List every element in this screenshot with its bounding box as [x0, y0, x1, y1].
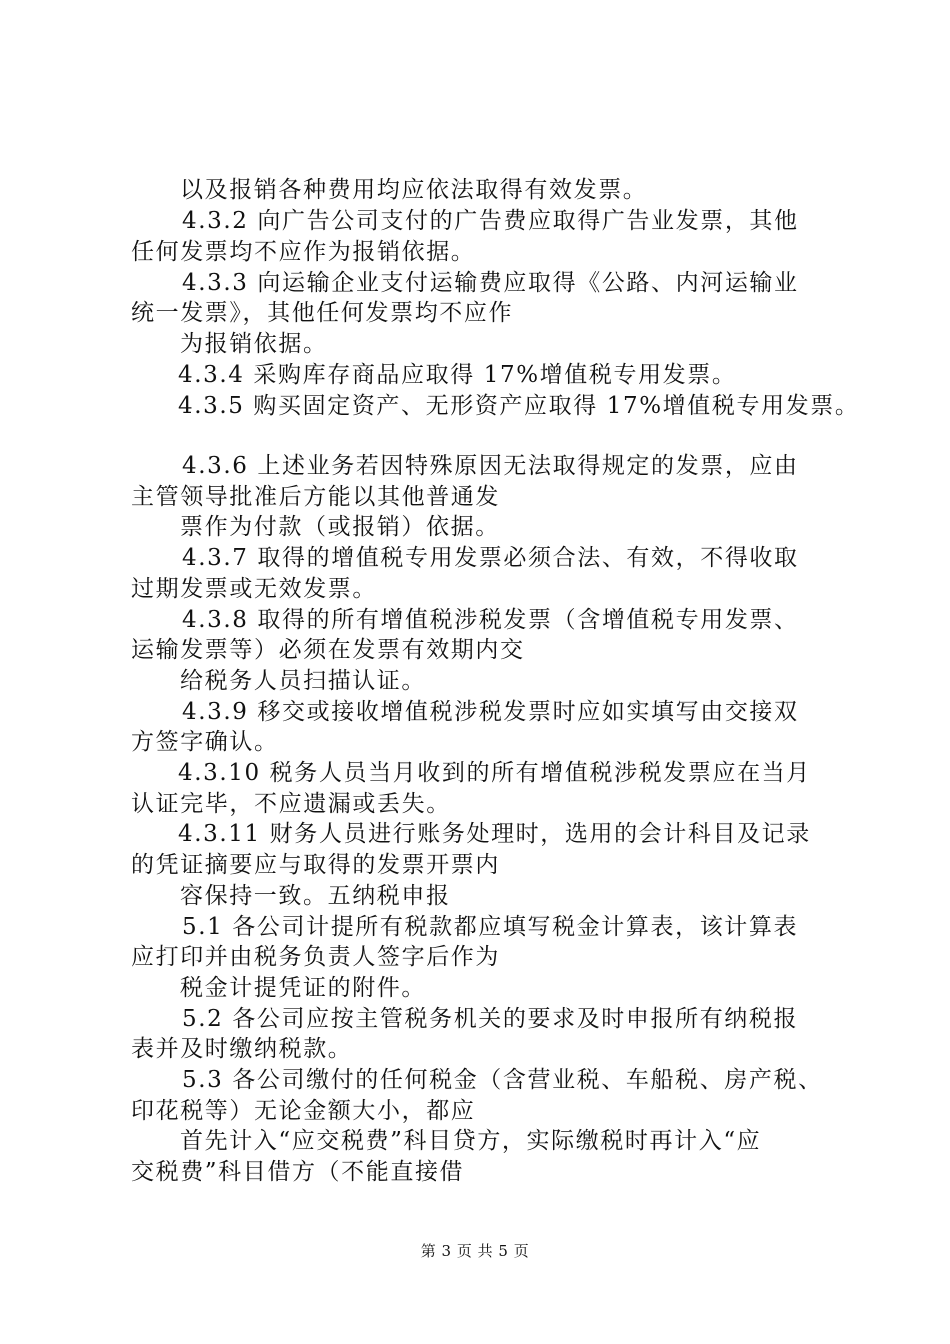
text-line: 运输发票等）必须在发票有效期内交	[131, 637, 525, 663]
text-line: 4.3.11 财务人员进行账务处理时，选用的会计科目及记录	[178, 821, 811, 847]
text-line: 4.3.9 移交或接收增值税涉税发票时应如实填写由交接双	[182, 699, 799, 725]
text-line: 任何发票均不应作为报销依据。	[131, 239, 476, 265]
text-line: 认证完毕，不应遗漏或丢失。	[131, 791, 451, 817]
text-line: 交税费”科目借方（不能直接借	[131, 1159, 465, 1185]
text-line: 5.2 各公司应按主管税务机关的要求及时申报所有纳税报	[182, 1006, 799, 1032]
text-line: 4.3.6 上述业务若因特殊原因无法取得规定的发票，应由	[182, 453, 799, 479]
text-line: 给税务人员扫描认证。	[180, 668, 426, 694]
text-line: 票作为付款（或报销）依据。	[180, 514, 500, 540]
text-line: 为报销依据。	[180, 331, 328, 357]
text-line: 主管领导批准后方能以其他普通发	[131, 484, 500, 510]
text-line: 4.3.4 采购库存商品应取得 17%增值税专用发票。	[178, 362, 737, 388]
text-line: 4.3.10 税务人员当月收到的所有增值税涉税发票应在当月	[178, 760, 811, 786]
text-line: 4.3.7 取得的增值税专用发票必须合法、有效，不得收取	[182, 545, 799, 571]
text-line: 统一发票》，其他任何发票均不应作	[131, 300, 514, 326]
text-line: 方签字确认。	[131, 729, 279, 755]
text-line: 税金计提凭证的附件。	[180, 975, 426, 1001]
text-line: 的凭证摘要应与取得的发票开票内	[131, 852, 500, 878]
text-line: 4.3.8 取得的所有增值税涉税发票（含增值税专用发票、	[182, 607, 799, 633]
text-line: 4.3.3 向运输企业支付运输费应取得《公路、内河运输业	[182, 270, 799, 296]
text-line: 印花税等）无论金额大小，都应	[131, 1098, 476, 1124]
text-line: 5.3 各公司缴付的任何税金（含营业税、车船税、房产税、	[182, 1067, 823, 1093]
text-line: 以及报销各种费用均应依法取得有效发票。	[180, 177, 648, 203]
text-line: 应打印并由税务负责人签字后作为	[131, 944, 500, 970]
text-line: 容保持一致。五纳税申报	[180, 883, 451, 909]
text-line: 表并及时缴纳税款。	[131, 1036, 353, 1062]
text-line: 4.3.5 购买固定资产、无形资产应取得 17%增值税专用发票。	[178, 393, 860, 419]
text-line: 4.3.2 向广告公司支付的广告费应取得广告业发票，其他	[182, 208, 799, 234]
page-number: 第 3 页 共 5 页	[420, 1242, 530, 1260]
text-line: 首先计入“应交税费”科目贷方，实际缴税时再计入“应	[180, 1128, 762, 1154]
text-line: 过期发票或无效发票。	[131, 576, 377, 602]
text-line: 5.1 各公司计提所有税款都应填写税金计算表，该计算表	[182, 914, 799, 940]
